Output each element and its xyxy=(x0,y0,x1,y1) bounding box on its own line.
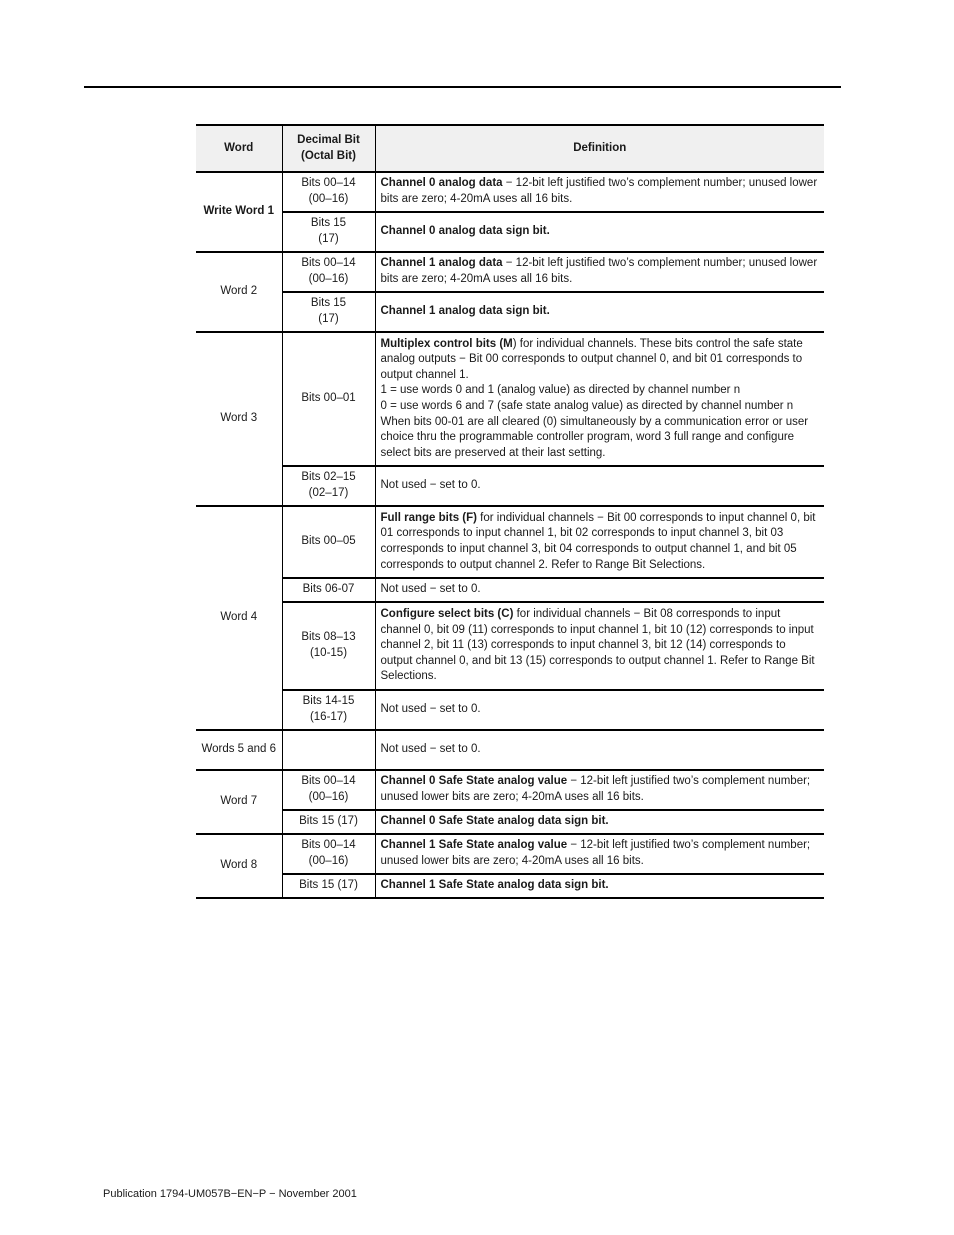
bit-range: Bits 00–14 (00–16) xyxy=(282,172,375,212)
header-definition: Definition xyxy=(375,125,824,172)
definition-title: Channel 0 Safe State analog value xyxy=(380,775,568,788)
table-row xyxy=(196,332,824,466)
publication-footer: Publication 1794-UM057B−EN−P − November 2001 xyxy=(103,1188,357,1200)
table-row xyxy=(196,466,824,506)
table-row xyxy=(196,506,824,578)
table-header-row xyxy=(196,125,824,172)
definition-title: Channel 0 analog data xyxy=(380,177,503,190)
word-label: Word 3 xyxy=(196,332,282,506)
bit-range xyxy=(282,730,375,770)
word-label: Word 8 xyxy=(196,834,282,898)
definition xyxy=(375,834,824,874)
definition xyxy=(375,602,824,690)
top-rule xyxy=(84,86,841,88)
definition-text: − 12-bit left justified two’s complement number; unused lower bits are zero; 4-20mA uses all 16 bits. xyxy=(380,775,811,803)
word-label: Words 5 and 6 xyxy=(196,730,282,770)
table-row xyxy=(196,172,824,212)
word-label: Write Word 1 xyxy=(196,172,282,252)
definition: Channel 1 analog data sign bit. xyxy=(375,292,824,332)
output-word-table xyxy=(196,124,824,899)
bit-range: Bits 00–01 xyxy=(282,332,375,466)
definition xyxy=(375,770,824,810)
definition: Channel 0 Safe State analog data sign bit. xyxy=(375,810,824,834)
bit-range: Bits 00–05 xyxy=(282,506,375,578)
definition-title: Multiplex control bits (M xyxy=(380,337,513,350)
definition: Channel 0 analog data sign bit. xyxy=(375,212,824,252)
table-row xyxy=(196,578,824,602)
bit-range: Bits 15 (17) xyxy=(282,292,375,332)
table-row xyxy=(196,212,824,252)
table-row xyxy=(196,810,824,834)
definition-text: 0 = use words 6 and 7 (safe state analog value) as directed by channel number n xyxy=(380,400,794,412)
table-row xyxy=(196,770,824,810)
bit-range: Bits 00–14 (00–16) xyxy=(282,834,375,874)
word-label: Word 2 xyxy=(196,252,282,332)
definition-title: Channel 1 analog data xyxy=(380,257,503,270)
definition-title: Channel 1 Safe State analog value xyxy=(380,839,568,852)
table-row xyxy=(196,730,824,770)
definition-text: 1 = use words 0 and 1 (analog value) as directed by channel number n xyxy=(380,384,741,397)
bit-range: Bits 15 (17) xyxy=(282,810,375,834)
bit-range: Bits 15 (17) xyxy=(282,874,375,898)
definition xyxy=(375,332,824,466)
bit-range: Bits 00–14 (00–16) xyxy=(282,770,375,810)
definition xyxy=(375,506,824,578)
definition-title: Configure select bits (C) xyxy=(380,608,514,621)
header-bit-line2: (Octal Bit) xyxy=(301,149,356,162)
bit-range: Bits 14-15 (16-17) xyxy=(282,690,375,730)
word-label: Word 4 xyxy=(196,506,282,730)
definition: Not used − set to 0. xyxy=(375,578,824,602)
definition-text: − 12-bit left justified two’s complement number; unused lower bits are zero; 4-20mA uses all 16 bits. xyxy=(380,177,818,205)
definition: Not used − set to 0. xyxy=(375,690,824,730)
definition: Channel 1 Safe State analog data sign bit. xyxy=(375,874,824,898)
definition-text: for individual channels − Bit 08 corresponds to input channel 0, bit 09 (11) corresponds to input channel 1, bit 10 (12) corresponds to input channel 2, bit 11 (13) corresponds to input channel 3, bit 12 (14) corresponds to output channel 0, and bit 13 (15) corresponds to output channel 1. Refer to Range Bit Selections. xyxy=(380,608,815,683)
table-row xyxy=(196,252,824,292)
definition-text: − 12-bit left justified two’s complement number; unused lower bits are zero; 4-20mA uses all 16 bits. xyxy=(380,257,818,285)
definition-text: − 12-bit left justified two’s complement number; unused lower bits are zero; 4-20mA uses all 16 bits. xyxy=(380,839,811,867)
bit-range: Bits 15 (17) xyxy=(282,212,375,252)
table-row xyxy=(196,834,824,874)
header-bit-line1: Decimal Bit xyxy=(297,133,360,146)
definition-text: When bits 00-01 are all cleared (0) simultaneously by a communication error or user choice thru the programmable controller program, word 3 full range and configure select bits are preserved at their last setting. xyxy=(380,415,809,459)
header-word: Word xyxy=(196,125,282,172)
bit-range: Bits 08–13 (10-15) xyxy=(282,602,375,690)
table-row xyxy=(196,292,824,332)
bit-range: Bits 00–14 (00–16) xyxy=(282,252,375,292)
definition-text: ) for individual channels. These bits control the safe state analog outputs − Bit 00 corresponds to output channel 0, and bit 01 corresponds to output channel 1. xyxy=(380,337,803,381)
bit-range: Bits 06-07 xyxy=(282,578,375,602)
definition xyxy=(375,172,824,212)
word-label: Word 7 xyxy=(196,770,282,834)
table-row xyxy=(196,690,824,730)
header-bit xyxy=(282,125,375,172)
bit-range: Bits 02–15 (02–17) xyxy=(282,466,375,506)
definition: Not used − set to 0. xyxy=(375,466,824,506)
definition xyxy=(375,252,824,292)
definition-text: for individual channels − Bit 00 corresponds to input channel 0, bit 01 corresponds to input channel 1, bit 02 corresponds to input channel 3, bit 03 corresponds to input channel 3, bit 04 corresponds to output channel 1, and bit 05 corresponds to output channel 2. Refer to Range Bit Selections. xyxy=(380,511,816,571)
table-row xyxy=(196,602,824,690)
definition: Not used − set to 0. xyxy=(375,730,824,770)
definition-title: Full range bits (F) xyxy=(380,511,477,524)
table-row xyxy=(196,874,824,898)
